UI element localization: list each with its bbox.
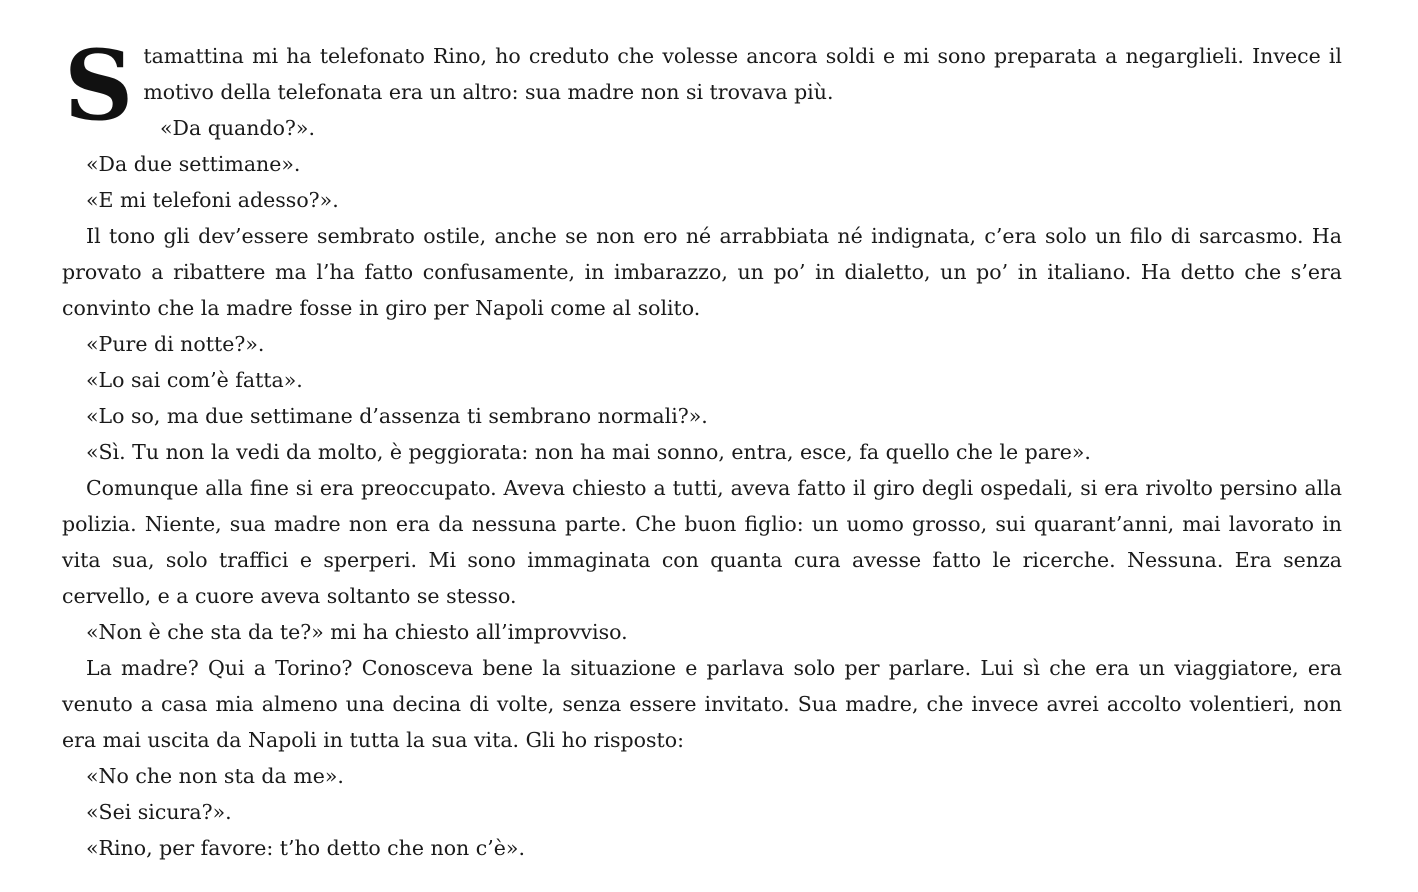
- dialogue-line: «Sei sicura?».: [86, 800, 232, 824]
- drop-cap: S: [64, 29, 134, 142]
- dialogue-line: «No che non sta da me».: [86, 764, 344, 788]
- dialogue-line: «Sì. Tu non la vedi da molto, è peggiorata: non ha mai sonno, entra, esce, fa quello che le pare».: [86, 440, 1091, 464]
- dialogue-line: «Lo sai com’è fatta».: [86, 368, 303, 392]
- dialogue-line: «E mi telefoni adesso?».: [86, 188, 339, 212]
- dialogue-line: «Lo so, ma due settimane d’assenza ti sembrano normali?».: [86, 404, 708, 428]
- paragraph: Comunque alla fine si era preoccupato. Aveva chiesto a tutti, aveva fatto il giro degli ospedali, si era rivolto persino alla polizia. Niente, sua madre non era da nessuna parte. Che buon figlio: un uomo grosso, sui quarant’anni, mai lavorato in vita sua, solo traffici e sperperi. Mi sono immaginata con quanta cura avesse fatto le ricerche. Nessuna. Era senza cervello, e a cuore aveva soltanto se stesso.: [62, 476, 1342, 608]
- paragraph: Il tono gli dev’essere sembrato ostile, anche se non ero né arrabbiata né indignata, c’era solo un filo di sarcasmo. Ha provato a ribattere ma l’ha fatto confusamente, in imbarazzo, un po’ in dialetto, un po’ in italiano. Ha detto che s’era convinto che la madre fosse in giro per Napoli come al solito.: [62, 224, 1342, 320]
- book-page: [62, 29, 1342, 866]
- dialogue-line: «Non è che sta da te?» mi ha chiesto all’improvviso.: [86, 620, 628, 644]
- paragraph-opening-text: tamattina mi ha telefonato Rino, ho creduto che volesse ancora soldi e mi sono preparata a negarglieli. Invece il motivo della telefonata era un altro: sua madre non si trovava più.: [143, 44, 1342, 104]
- dialogue-line: «Da quando?».: [160, 116, 315, 140]
- dialogue-line: «Da due settimane».: [86, 152, 301, 176]
- dialogue-line: «Pure di notte?».: [86, 332, 265, 356]
- paragraph: La madre? Qui a Torino? Conosceva bene la situazione e parlava solo per parlare. Lui sì che era un viaggiatore, era venuto a casa mia almeno una decina di volte, senza essere invitato. Sua madre, che invece avrei accolto volentieri, non era mai uscita da Napoli in tutta la sua vita. Gli ho risposto:: [62, 656, 1342, 752]
- dialogue-line: «Rino, per favore: t’ho detto che non c’è».: [86, 836, 525, 860]
